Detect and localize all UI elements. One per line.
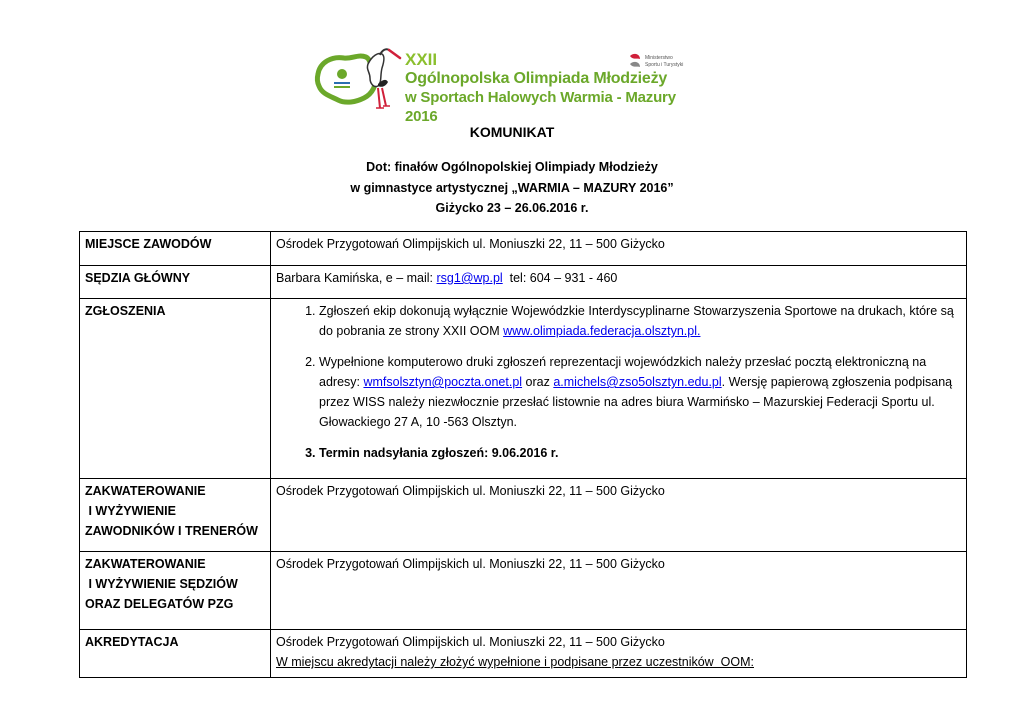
email-link-michels[interactable]: a.michels@zso5olsztyn.edu.pl (553, 375, 722, 389)
label-line2: I WYŻYWIENIE SĘDZIÓW (85, 577, 238, 591)
registration-list (276, 301, 961, 463)
table-row-zgloszenia (80, 299, 967, 479)
list-item (319, 352, 961, 432)
label-line3: ZAWODNIKÓW I TRENERÓW (85, 524, 258, 538)
ministry-line2: Sportu i Turystyki (645, 62, 684, 68)
subtitle-line2: w gimnastyce artystycznej „WARMIA – MAZURY 2016” (350, 181, 674, 195)
table-row-miejsce (80, 232, 967, 266)
table-row-zakwaterowanie-sedziow (80, 552, 967, 630)
accreditation-place: Ośrodek Przygotowań Olimpijskich ul. Moniuszki 22, 11 – 500 Giżycko (276, 635, 665, 649)
logo-roman-numeral: XXII (405, 50, 438, 69)
row-value (271, 266, 967, 299)
subtitle-line1: Dot: finałów Ogólnopolskiej Olimpiady Młodzieży (366, 160, 658, 174)
row-value (271, 299, 967, 479)
label-line1: ZAKWATEROWANIE (85, 484, 206, 498)
row-label (80, 479, 271, 552)
row-value: Ośrodek Przygotowań Olimpijskich ul. Moniuszki 22, 11 – 500 Giżycko (271, 232, 967, 266)
deadline-text: Termin nadsyłania zgłoszeń: 9.06.2016 r. (319, 446, 559, 460)
label-line3: ORAZ DELEGATÓW PZG (85, 597, 234, 611)
list-item (319, 443, 961, 463)
row-label: SĘDZIA GŁÓWNY (80, 266, 271, 299)
email-link-wmfs[interactable]: wmfsolsztyn@poczta.onet.pl (363, 375, 523, 389)
judge-name: Barbara Kamińska, e – mail: (276, 271, 437, 285)
logo-title-line2: w Sportach Halowych Warmia - Mazury 2016 (405, 89, 676, 125)
ministry-emblem-icon (626, 52, 644, 72)
item2-text-c: . Wersję papierową zgłoszenia podpisaną przez WISS należy niezwłocznie przesłać listownie na adres biura Warmińsko – Mazurskiej Federacji Sportu ul. Głowackiego 27 A, 10 -563 Olsztyn. (319, 375, 953, 429)
row-value: Ośrodek Przygotowań Olimpijskich ul. Moniuszki 22, 11 – 500 Giżycko (271, 479, 967, 552)
item2-text-a: Wypełnione komputerowo druki zgłoszeń reprezentacji wojewódzkich należy przesłać pocztą elektroniczną na adresy: (319, 355, 927, 389)
list-item (319, 301, 961, 341)
label-line2: I WYŻYWIENIE (85, 504, 176, 518)
ministry-logo (626, 52, 716, 74)
ministry-line1: Ministerstwo (645, 55, 673, 61)
label-line1: ZAKWATEROWANIE (85, 557, 206, 571)
table-row-zakwaterowanie-zawodnikow (80, 479, 967, 552)
accreditation-note: W miejscu akredytacji należy złożyć wypełnione i podpisane przez uczestników OOM: (276, 655, 754, 669)
ministry-name (645, 55, 683, 69)
stork-map-logo-icon (312, 44, 407, 114)
subtitle-line3: Giżycko 23 – 26.06.2016 r. (435, 201, 589, 215)
item1-text: Zgłoszeń ekip dokonują wyłącznie Wojewódzkie Interdyscyplinarne Stowarzyszenia Sportowe na drukach, które są do pobrania ze strony XXII OOM (319, 304, 954, 338)
judge-phone: tel: 604 – 931 - 460 (502, 271, 618, 285)
item2-text-b: oraz (522, 375, 554, 389)
row-label: MIEJSCE ZAWODÓW (80, 232, 271, 266)
judge-email-link[interactable]: rsg1@wp.pl (436, 271, 503, 285)
row-value: Ośrodek Przygotowań Olimpijskich ul. Moniuszki 22, 11 – 500 Giżycko (271, 552, 967, 630)
info-table (79, 231, 967, 678)
olympiad-website-link[interactable]: www.olimpiada.federacja.olsztyn.pl. (503, 324, 701, 338)
row-value (271, 630, 967, 678)
table-row-akredytacja (80, 630, 967, 678)
row-label: ZGŁOSZENIA (80, 299, 271, 479)
page-title: KOMUNIKAT (469, 124, 555, 140)
logo-title-line1: Ogólnopolska Olimpiada Młodzieży (405, 70, 668, 87)
table-row-sedzia (80, 266, 967, 299)
row-label: AKREDYTACJA (80, 630, 271, 678)
row-label (80, 552, 271, 630)
